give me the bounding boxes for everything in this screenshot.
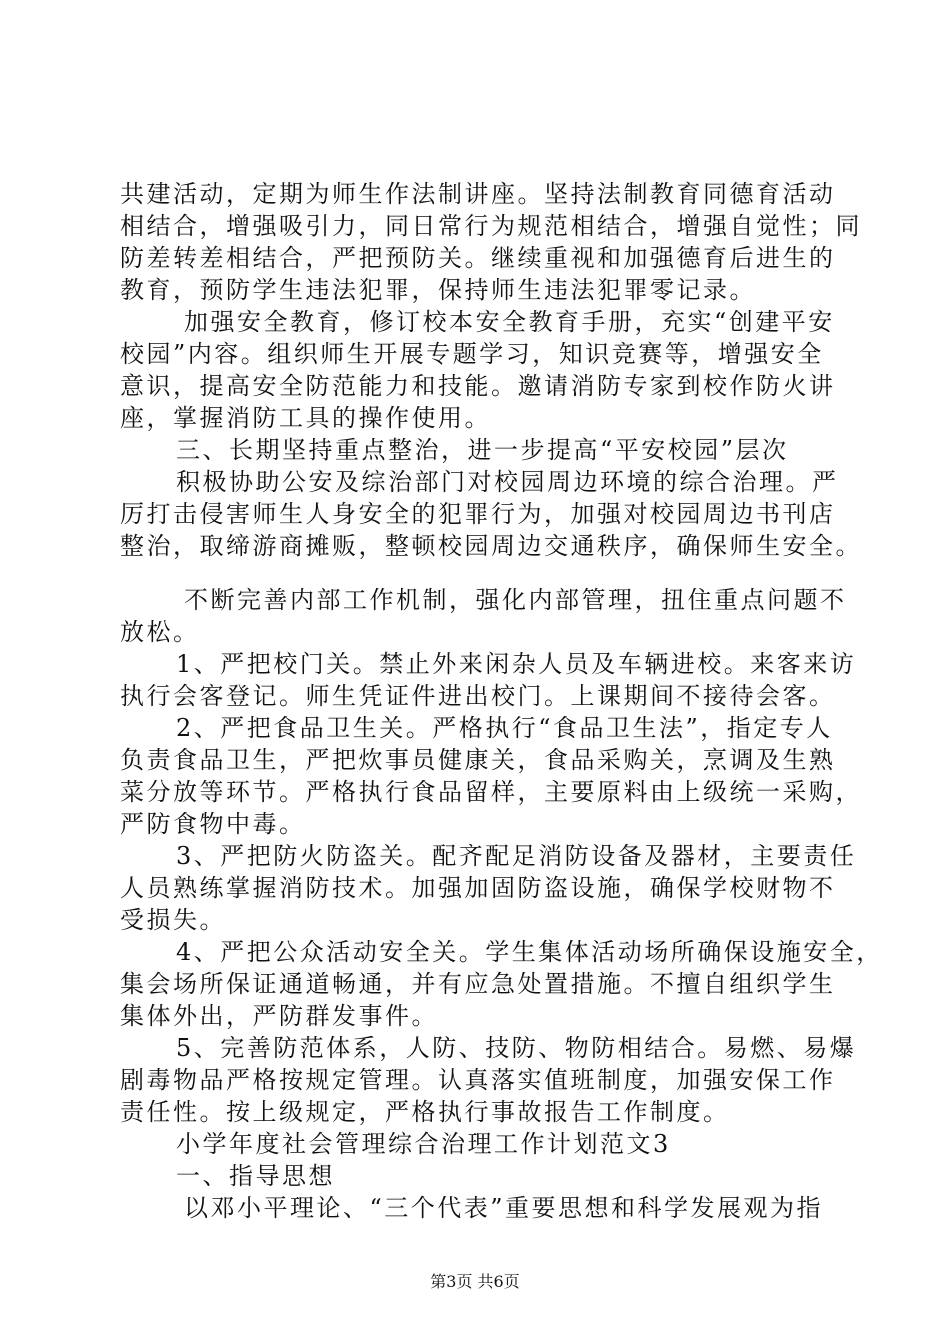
document-title: 小学年度社会管理综合治理工作计划范文3 [176,1130,671,1158]
text-line-14: 放松。 [120,618,200,646]
text-line-11: 厉打击侵害师生人身安全的犯罪行为，加强对校园周边书刊店 [120,500,836,528]
text-line-1: 共建活动，定期为师生作法制讲座。坚持法制教育同德育活动 [120,180,836,208]
text-line-2: 相结合，增强吸引力，同日常行为规范相结合，增强自觉性；同 [120,212,862,240]
text-line-18: 负责食品卫生，严把炊事员健康关，食品采购关，烹调及生熟 [120,746,836,774]
text-line-29: 责任性。按上级规定，严格执行事故报告工作制度。 [120,1098,730,1126]
page-number: 第3页 共6页 [430,1272,520,1291]
section-heading-3: 三、长期坚持重点整治，进一步提高“平安校园”层次 [176,436,789,464]
text-line-27: 5、完善防范体系，人防、技防、物防相结合。易燃、易爆 [176,1034,857,1062]
text-line-6: 校园”内容。组织师生开展专题学习，知识竞赛等，增强安全 [120,340,824,368]
text-line-12: 整治，取缔游商摊贩，整顿校园周边交通秩序，确保师生安全。 [120,532,862,560]
text-line-15: 1、严把校门关。禁止外来闲杂人员及车辆进校。来客来访 [176,650,857,678]
text-line-4: 教育，预防学生违法犯罪，保持师生违法犯罪零记录。 [120,276,756,304]
text-line-20: 严防食物中毒。 [120,810,306,838]
text-line-22: 人员熟练掌握消防技术。加强加固防盗设施，确保学校财物不 [120,874,836,902]
text-line-3: 防差转差相结合，严把预防关。继续重视和加强德育后进生的 [120,244,836,272]
text-line-21: 3、严把防火防盗关。配齐配足消防设备及器材，主要责任 [176,842,857,870]
section-heading-1: 一、指导思想 [176,1162,335,1190]
text-line-24: 4、严把公众活动安全关。学生集体活动场所确保设施安全， [176,938,883,966]
text-line-23: 受损失。 [120,906,226,934]
text-line-32: 以邓小平理论、“三个代表”重要思想和科学发展观为指 [184,1194,824,1222]
text-line-26: 集体外出，严防群发事件。 [120,1002,438,1030]
text-line-28: 剧毒物品严格按规定管理。认真落实值班制度，加强安保工作 [120,1066,836,1094]
text-line-8: 座，掌握消防工具的操作使用。 [120,404,491,432]
text-line-7: 意识，提高安全防范能力和技能。邀请消防专家到校作防火讲 [120,372,836,400]
text-line-17: 2、严把食品卫生关。严格执行“食品卫生法”，指定专人 [176,714,833,742]
text-line-13: 不断完善内部工作机制，强化内部管理，扭住重点问题不 [184,586,847,614]
text-line-16: 执行会客登记。师生凭证件进出校门。上课期间不接待会客。 [120,682,836,710]
text-line-25: 集会场所保证通道畅通，并有应急处置措施。不擅自组织学生 [120,970,836,998]
text-line-10: 积极协助公安及综治部门对校园周边环境的综合治理。严 [176,468,839,496]
text-line-5: 加强安全教育，修订校本安全教育手册，充实“创建平安 [184,308,835,336]
text-line-19: 菜分放等环节。严格执行食品留样，主要原料由上级统一采购， [120,778,862,806]
